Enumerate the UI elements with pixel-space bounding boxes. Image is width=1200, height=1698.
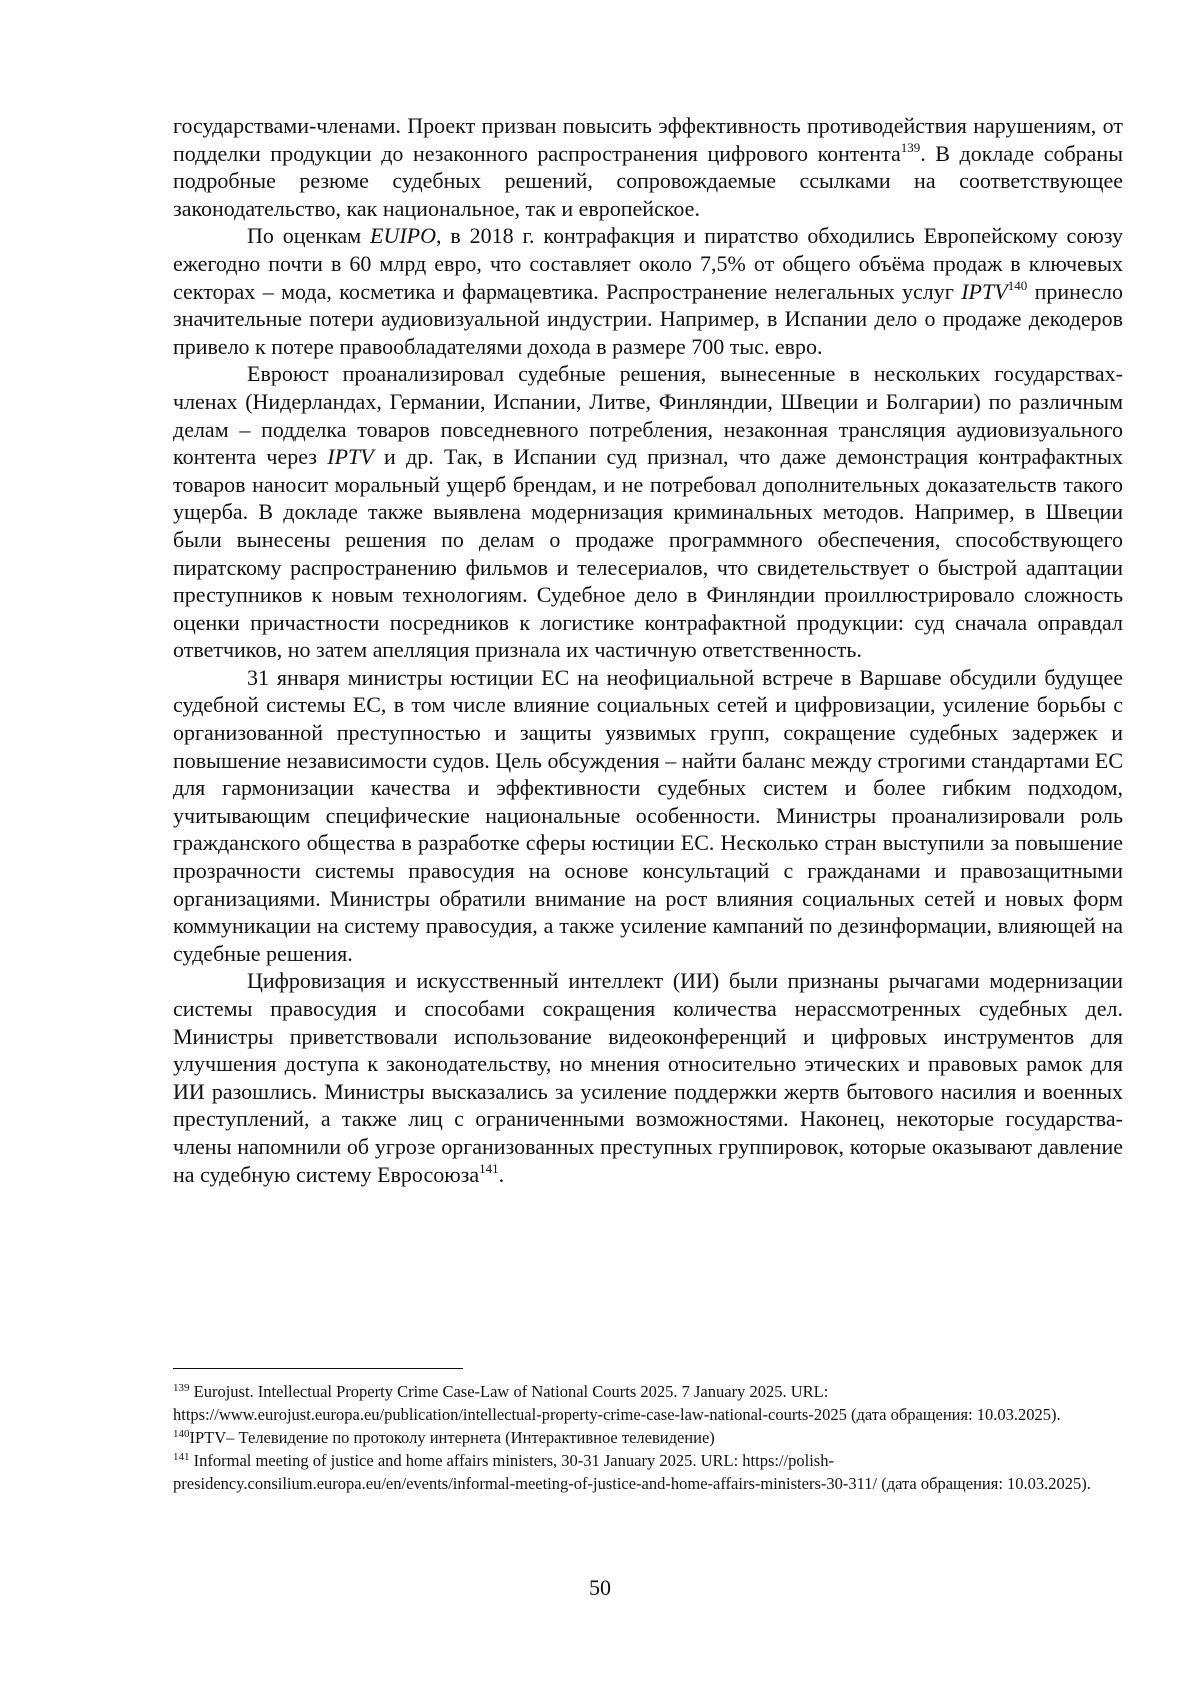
- text-run: и др. Так, в Испании суд признал, что даже демонстрация контрафактных товаров наносит моральный ущерб брендам, и не потребовал дополнительных доказательств такого ущерба. В докладе также выявлена модернизация криминальных методов. Например, в Швеции были вынесены решения по делам о продаже программного обеспечения, способствующего пиратскому распространению фильмов и телесериалов, что свидетельствует о быстрой адаптации преступников к новым технологиям. Судебное дело в Финляндии проиллюстрировало сложность оценки причастности посредников к логистике контрафактной продукции: суд сначала оправдал ответчиков, но затем апелляция признала их частичную ответственность.: [173, 444, 1123, 663]
- paragraph: [173, 967, 1123, 1188]
- footnote-text: Eurojust. Intellectual Property Crime Case-Law of National Courts 2025. 7 January 2025. URL: https://www.eurojust.europa.eu/publication/intellectual-property-crime-case-law-national-courts-2025 (дата обращения: 10.03.2025).: [173, 1382, 1061, 1424]
- paragraph: [173, 222, 1123, 360]
- footnote: [173, 1449, 1123, 1495]
- footnote-number: 139: [173, 1382, 190, 1394]
- page-number: 50: [589, 1575, 611, 1600]
- text-run: государствами-членами. Проект призван повысить эффективность противодействия нарушениям, от подделки продукции до незаконного распространения цифрового контента: [173, 113, 1123, 166]
- footnote-text: Informal meeting of justice and home affairs ministers, 30-31 January 2025. URL: https://polish-presidency.consilium.europa.eu/en/events/informal-meeting-of-justice-and-home-affairs-ministers-30-311/ (дата обращения: 10.03.2025).: [173, 1451, 1091, 1493]
- footnote-number: 140: [173, 1428, 190, 1440]
- footnote: [173, 1426, 1123, 1449]
- text-run: , в 2018 г. контрафакция и пиратство обходились Европейскому союзу ежегодно почти в 60 млрд евро, что составляет около 7,5% от общего объёма продаж в ключевых секторах – мода, косметика и фармацевтика. Распространение нелегальных услуг: [173, 223, 1123, 304]
- body-text: [173, 112, 1123, 1188]
- italic-term: IPTV: [961, 278, 1008, 304]
- footnote-ref: 140: [1007, 277, 1028, 293]
- footnote-ref: 141: [479, 1160, 499, 1176]
- footnotes: [173, 1380, 1123, 1495]
- footnote: [173, 1380, 1123, 1426]
- text-run: принесло значительные потери аудиовизуальной индустрии. Например, в Испании дело о продаже декодеров привело к потере правообладателями дохода в размере 700 тыс. евро.: [173, 278, 1123, 359]
- paragraph: [173, 360, 1123, 664]
- text-run: Цифровизация и искусственный интеллект (ИИ) были признаны рычагами модернизации системы правосудия и способами сокращения количества нерассмотренных судебных дел. Министры приветствовали использование видеоконференций и цифровых инструментов для улучшения доступа к законодательству, но мнения относительно этических и правовых рамок для ИИ разошлись. Министры высказались за усиление поддержки жертв бытового насилия и военных преступлений, а также лиц с ограниченными возможностями. Наконец, некоторые государства-члены напомнили об угрозе организованных преступных группировок, которые оказывают давление на судебную систему Евросоюза: [173, 968, 1123, 1187]
- italic-term: EUIPO: [370, 223, 436, 249]
- paragraph: [173, 112, 1123, 222]
- text-run: 31 января министры юстиции ЕС на неофициальной встрече в Варшаве обсудили будущее судебной системы ЕС, в том числе влияние социальных сетей и цифровизации, усиление борьбы с организованной преступностью и защиты уязвимых групп, сокращение судебных задержек и повышение независимости судов. Цель обсуждения – найти баланс между строгими стандартами ЕС для гармонизации качества и эффективности судебных систем и более гибким подходом, учитывающим специфические национальные особенности. Министры проанализировали роль гражданского общества в разработке сферы юстиции ЕС. Несколько стран выступили за повышение прозрачности системы правосудия на основе консультаций с гражданами и правозащитными организациями. Министры обратили внимание на рост влияния социальных сетей и новых форм коммуникации на систему правосудия, а также усиление кампаний по дезинформации, влияющей на судебные решения.: [173, 664, 1123, 966]
- text-run: По оценкам: [247, 223, 370, 249]
- text-run: Евроюст проанализировал судебные решения, вынесенные в нескольких государствах-членах (Нидерландах, Германии, Испании, Литве, Финляндии, Швеции и Болгарии) по различным делам – подделка товаров повседневного потребления, незаконная трансляция аудиовизуального контента через: [173, 361, 1123, 470]
- footnote-separator: [173, 1368, 463, 1369]
- text-run: . В докладе собраны подробные резюме судебных решений, сопровождаемые ссылками на соответствующее законодательство, как национальное, так и европейское.: [173, 140, 1123, 221]
- footnote-ref: 139: [900, 139, 921, 155]
- text-run: .: [498, 1161, 505, 1187]
- paragraph: [173, 664, 1123, 968]
- italic-term: IPTV: [327, 444, 374, 470]
- footnote-text: IPTV– Телевидение по протоколу интернета (Интерактивное телевидение): [189, 1428, 715, 1447]
- footnote-number: 141: [173, 1451, 190, 1463]
